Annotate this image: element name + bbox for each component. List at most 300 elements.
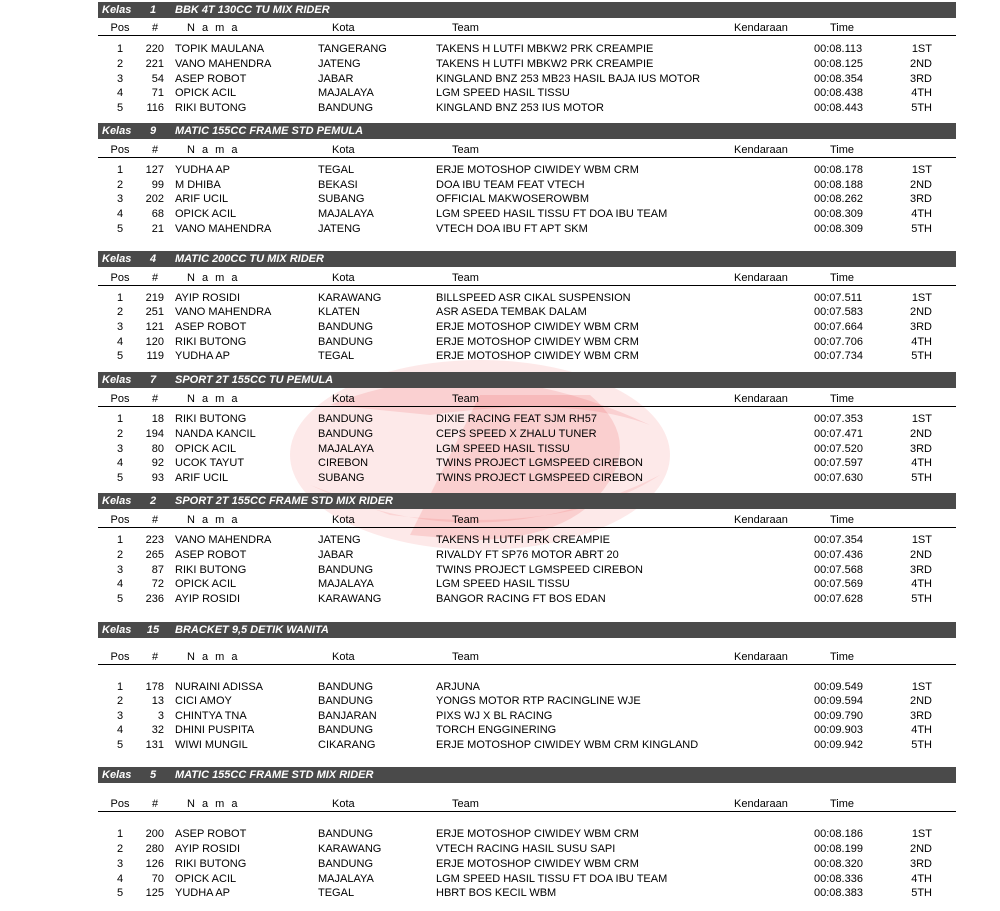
column-header-row: [98, 513, 956, 528]
cell-team: ERJE MOTOSHOP CIWIDEY WBM CRM: [436, 828, 639, 840]
cell-time: 00:08.320: [814, 858, 863, 870]
cell-pos: 3: [116, 193, 124, 205]
cell-pos: 2: [116, 306, 124, 318]
cell-num: 13: [151, 695, 164, 707]
kelas-number: 4: [149, 253, 157, 265]
cell-pos: 1: [116, 292, 124, 304]
kelas-title: MATIC 155CC FRAME STD MIX RIDER: [175, 769, 374, 781]
kelas-section: [98, 251, 956, 365]
header-name: N a m a: [187, 393, 240, 405]
cell-time: 00:07.734: [814, 350, 863, 362]
cell-rank: 2ND: [909, 549, 932, 561]
kelas-section: [98, 493, 956, 608]
cell-time: 00:09.790: [814, 710, 863, 722]
kelas-header-bar: [98, 251, 956, 267]
cell-time: 00:08.262: [814, 193, 863, 205]
cell-num: 202: [145, 193, 164, 205]
result-row: [98, 694, 956, 708]
cell-kota: SUBANG: [318, 472, 365, 484]
cell-rank: 5TH: [911, 887, 932, 899]
kelas-header-bar: [98, 622, 956, 638]
header-kota: Kota: [332, 22, 355, 34]
cell-time: 00:08.113: [814, 43, 863, 55]
kelas-label: Kelas: [102, 374, 132, 386]
cell-rank: 2ND: [909, 306, 932, 318]
cell-team: RIVALDY FT SP76 MOTOR ABRT 20: [436, 549, 619, 561]
cell-team: ERJE MOTOSHOP CIWIDEY WBM CRM KINGLAND: [436, 739, 699, 751]
cell-time: 00:08.383: [814, 887, 863, 899]
kelas-section: [98, 123, 956, 238]
kelas-header-bar: [98, 493, 956, 509]
cell-kota: MAJALAYA: [318, 578, 374, 590]
result-row: [98, 42, 956, 56]
cell-rank: 5TH: [911, 102, 932, 114]
cell-kota: TEGAL: [318, 164, 355, 176]
cell-time: 00:07.597: [814, 457, 863, 469]
cell-num: 71: [151, 87, 164, 99]
cell-time: 00:07.471: [814, 428, 863, 440]
cell-pos: 3: [116, 858, 124, 870]
cell-team: ERJE MOTOSHOP CIWIDEY WBM CRM: [436, 164, 639, 176]
cell-kota: BANDUNG: [318, 681, 374, 693]
cell-kota: BANDUNG: [318, 428, 374, 440]
cell-team: ASR ASEDA TEMBAK DALAM: [436, 306, 587, 318]
cell-team: TWINS PROJECT LGMSPEED CIREBON: [436, 457, 643, 469]
cell-team: TWINS PROJECT LGMSPEED CIREBON: [436, 564, 643, 576]
kelas-header-bar: [98, 372, 956, 388]
cell-num: 125: [145, 887, 164, 899]
cell-time: 00:08.309: [814, 208, 863, 220]
result-row: [98, 563, 956, 577]
cell-time: 00:07.511: [814, 292, 863, 304]
cell-kota: BANDUNG: [318, 695, 374, 707]
cell-kota: KARAWANG: [318, 593, 382, 605]
cell-team: LGM SPEED HASIL TISSU: [436, 443, 570, 455]
cell-num: 236: [145, 593, 164, 605]
kelas-number: 7: [149, 374, 157, 386]
result-row: [98, 680, 956, 694]
cell-kota: JABAR: [318, 73, 354, 85]
kelas-header-bar: [98, 2, 956, 18]
cell-kota: BANDUNG: [318, 413, 374, 425]
result-row: [98, 842, 956, 856]
result-row: [98, 723, 956, 737]
cell-num: 127: [145, 164, 164, 176]
cell-rank: 4TH: [911, 873, 932, 885]
cell-num: 68: [151, 208, 164, 220]
cell-pos: 4: [116, 336, 124, 348]
result-row: [98, 857, 956, 871]
header-kendaraan: Kendaraan: [734, 144, 788, 156]
kelas-header-bar: [98, 767, 956, 783]
cell-name: RIKI BUTONG: [175, 413, 247, 425]
cell-kota: BANDUNG: [318, 724, 374, 736]
kelas-section: [98, 372, 956, 487]
cell-rank: 1ST: [911, 292, 932, 304]
cell-name: ASEP ROBOT: [175, 73, 247, 85]
cell-name: AYIP ROSIDI: [175, 292, 241, 304]
cell-team: VTECH RACING HASIL SUSU SAPI: [436, 843, 616, 855]
cell-team: LGM SPEED HASIL TISSU FT DOA IBU TEAM: [436, 873, 668, 885]
result-row: [98, 222, 956, 236]
cell-team: ERJE MOTOSHOP CIWIDEY WBM CRM: [436, 350, 639, 362]
kelas-number: 15: [146, 624, 160, 636]
cell-rank: 3RD: [909, 564, 932, 576]
cell-rank: 2ND: [909, 179, 932, 191]
cell-pos: 1: [116, 681, 124, 693]
cell-pos: 3: [116, 443, 124, 455]
header-kendaraan: Kendaraan: [734, 272, 788, 284]
header-team: Team: [452, 514, 479, 526]
cell-time: 00:08.199: [814, 843, 863, 855]
cell-rank: 1ST: [911, 534, 932, 546]
cell-kota: TEGAL: [318, 887, 355, 899]
cell-name: VANO MAHENDRA: [175, 58, 272, 70]
cell-team: TAKENS H LUTFI MBKW2 PRK CREAMPIE: [436, 43, 654, 55]
kelas-section: [98, 2, 956, 117]
cell-pos: 2: [116, 179, 124, 191]
result-row: [98, 163, 956, 177]
result-row: [98, 872, 956, 886]
header-time: Time: [830, 393, 855, 405]
cell-name: RIKI BUTONG: [175, 102, 247, 114]
cell-num: 119: [146, 350, 164, 362]
cell-kota: BANJARAN: [318, 710, 377, 722]
cell-name: OPICK ACIL: [175, 873, 237, 885]
header-team: Team: [452, 22, 479, 34]
cell-num: 223: [145, 534, 164, 546]
kelas-title: MATIC 200CC TU MIX RIDER: [175, 253, 324, 265]
header-kota: Kota: [332, 798, 355, 810]
cell-time: 00:08.336: [814, 873, 863, 885]
header-team: Team: [452, 651, 479, 663]
cell-kota: MAJALAYA: [318, 873, 374, 885]
result-row: [98, 548, 956, 562]
cell-time: 00:08.186: [814, 828, 863, 840]
cell-num: 93: [151, 472, 164, 484]
cell-time: 00:08.309: [814, 223, 863, 235]
cell-team: VTECH DOA IBU FT APT SKM: [436, 223, 588, 235]
cell-time: 00:09.903: [814, 724, 863, 736]
cell-rank: 1ST: [911, 43, 932, 55]
header-pos: Pos: [110, 22, 130, 34]
cell-num: 265: [145, 549, 164, 561]
column-header-row: [98, 21, 956, 36]
cell-num: 54: [151, 73, 164, 85]
kelas-title: SPORT 2T 155CC TU PEMULA: [175, 374, 334, 386]
cell-rank: 3RD: [909, 321, 932, 333]
cell-pos: 4: [116, 457, 124, 469]
cell-time: 00:08.443: [814, 102, 863, 114]
header-pos: Pos: [110, 393, 130, 405]
cell-name: VANO MAHENDRA: [175, 534, 272, 546]
cell-team: KINGLAND BNZ 253 IUS MOTOR: [436, 102, 604, 114]
result-row: [98, 192, 956, 206]
cell-team: DOA IBU TEAM FEAT VTECH: [436, 179, 585, 191]
header-pos: Pos: [110, 514, 130, 526]
kelas-title: BBK 4T 130CC TU MIX RIDER: [175, 4, 330, 16]
result-row: [98, 442, 956, 456]
cell-num: 99: [151, 179, 164, 191]
cell-num: 280: [145, 843, 164, 855]
cell-rank: 4TH: [911, 87, 932, 99]
result-row: [98, 101, 956, 115]
cell-pos: 3: [116, 564, 124, 576]
cell-team: PIXS WJ X BL RACING: [436, 710, 553, 722]
cell-num: 21: [151, 223, 164, 235]
kelas-title: BRACKET 9,5 DETIK WANITA: [175, 624, 329, 636]
cell-kota: MAJALAYA: [318, 87, 374, 99]
result-row: [98, 207, 956, 221]
cell-name: ASEP ROBOT: [175, 828, 247, 840]
cell-name: ASEP ROBOT: [175, 549, 247, 561]
result-row: [98, 709, 956, 723]
cell-num: 200: [145, 828, 164, 840]
cell-time: 00:08.178: [814, 164, 863, 176]
header-time: Time: [830, 798, 855, 810]
header-kendaraan: Kendaraan: [734, 22, 788, 34]
cell-time: 00:08.438: [814, 87, 863, 99]
kelas-header-bar: [98, 123, 956, 139]
cell-num: 131: [145, 739, 164, 751]
column-header-row: [98, 143, 956, 158]
header-pos: Pos: [110, 144, 130, 156]
cell-kota: JABAR: [318, 549, 354, 561]
cell-time: 00:07.568: [814, 564, 863, 576]
cell-num: 3: [157, 710, 164, 722]
result-row: [98, 178, 956, 192]
cell-team: TAKENS H LUTFI MBKW2 PRK CREAMPIE: [436, 58, 654, 70]
cell-kota: JATENG: [318, 534, 361, 546]
cell-rank: 2ND: [909, 58, 932, 70]
header-team: Team: [452, 144, 479, 156]
header-time: Time: [830, 651, 855, 663]
cell-name: NURAINI ADISSA: [175, 681, 264, 693]
header-time: Time: [830, 22, 855, 34]
kelas-section: [98, 622, 956, 754]
cell-rank: 4TH: [911, 336, 932, 348]
cell-num: 32: [151, 724, 164, 736]
cell-pos: 5: [116, 223, 124, 235]
cell-team: HBRT BOS KECIL WBM: [436, 887, 557, 899]
cell-rank: 4TH: [911, 578, 932, 590]
result-row: [98, 335, 956, 349]
cell-time: 00:07.628: [814, 593, 863, 605]
header-name: N a m a: [187, 22, 240, 34]
cell-kota: BANDUNG: [318, 828, 374, 840]
cell-kota: CIKARANG: [318, 739, 376, 751]
cell-team: ARJUNA: [436, 681, 481, 693]
cell-num: 221: [145, 58, 164, 70]
cell-rank: 5TH: [911, 593, 932, 605]
cell-name: WIWI MUNGIL: [175, 739, 248, 751]
cell-name: YUDHA AP: [175, 887, 231, 899]
kelas-number: 2: [149, 495, 157, 507]
cell-pos: 4: [116, 578, 124, 590]
result-row: [98, 592, 956, 606]
cell-kota: BANDUNG: [318, 564, 374, 576]
header-time: Time: [830, 514, 855, 526]
cell-pos: 2: [116, 549, 124, 561]
cell-team: ERJE MOTOSHOP CIWIDEY WBM CRM: [436, 336, 639, 348]
header-kendaraan: Kendaraan: [734, 514, 788, 526]
cell-name: M DHIBA: [175, 179, 221, 191]
cell-name: DHINI PUSPITA: [175, 724, 255, 736]
cell-pos: 3: [116, 321, 124, 333]
cell-time: 00:07.664: [814, 321, 863, 333]
cell-name: NANDA KANCIL: [175, 428, 256, 440]
cell-name: OPICK ACIL: [175, 87, 237, 99]
cell-rank: 1ST: [911, 681, 932, 693]
cell-pos: 5: [116, 739, 124, 751]
cell-kota: MAJALAYA: [318, 443, 374, 455]
result-row: [98, 86, 956, 100]
cell-rank: 3RD: [909, 193, 932, 205]
result-row: [98, 72, 956, 86]
cell-time: 00:07.353: [814, 413, 863, 425]
cell-name: TOPIK MAULANA: [175, 43, 265, 55]
cell-pos: 5: [116, 593, 124, 605]
column-header-row: [98, 797, 956, 812]
cell-name: YUDHA AP: [175, 164, 231, 176]
result-row: [98, 305, 956, 319]
header-num: #: [151, 514, 159, 526]
cell-num: 178: [145, 681, 164, 693]
header-kota: Kota: [332, 272, 355, 284]
header-kota: Kota: [332, 393, 355, 405]
result-row: [98, 456, 956, 470]
cell-rank: 3RD: [909, 443, 932, 455]
cell-pos: 5: [116, 887, 124, 899]
cell-team: TORCH ENGGINERING: [436, 724, 557, 736]
kelas-title: MATIC 155CC FRAME STD PEMULA: [175, 125, 364, 137]
cell-pos: 1: [116, 43, 124, 55]
cell-pos: 1: [116, 164, 124, 176]
cell-team: LGM SPEED HASIL TISSU FT DOA IBU TEAM: [436, 208, 668, 220]
cell-time: 00:08.188: [814, 179, 863, 191]
cell-name: OPICK ACIL: [175, 208, 237, 220]
result-row: [98, 738, 956, 752]
header-name: N a m a: [187, 272, 240, 284]
cell-time: 00:08.125: [814, 58, 863, 70]
cell-time: 00:07.520: [814, 443, 863, 455]
cell-kota: TANGERANG: [318, 43, 387, 55]
cell-rank: 4TH: [911, 724, 932, 736]
header-num: #: [151, 798, 159, 810]
cell-time: 00:09.942: [814, 739, 863, 751]
cell-num: 251: [145, 306, 164, 318]
cell-time: 00:09.549: [814, 681, 863, 693]
cell-time: 00:07.354: [814, 534, 863, 546]
cell-kota: TEGAL: [318, 350, 355, 362]
cell-team: OFFICIAL MAKWOSEROWBM: [436, 193, 589, 205]
cell-kota: SUBANG: [318, 193, 365, 205]
cell-team: CEPS SPEED X ZHALU TUNER: [436, 428, 597, 440]
header-kota: Kota: [332, 514, 355, 526]
cell-rank: 4TH: [911, 457, 932, 469]
header-name: N a m a: [187, 514, 240, 526]
cell-num: 116: [146, 102, 164, 114]
cell-rank: 1ST: [911, 164, 932, 176]
cell-name: UCOK TAYUT: [175, 457, 245, 469]
cell-num: 121: [145, 321, 164, 333]
cell-num: 219: [145, 292, 164, 304]
header-num: #: [151, 272, 159, 284]
cell-num: 18: [151, 413, 164, 425]
cell-rank: 4TH: [911, 208, 932, 220]
cell-kota: KARAWANG: [318, 843, 382, 855]
cell-num: 92: [151, 457, 164, 469]
kelas-number: 1: [149, 4, 157, 16]
cell-rank: 5TH: [911, 223, 932, 235]
cell-pos: 4: [116, 873, 124, 885]
cell-team: ERJE MOTOSHOP CIWIDEY WBM CRM: [436, 321, 639, 333]
cell-name: YUDHA AP: [175, 350, 231, 362]
kelas-label: Kelas: [102, 769, 132, 781]
kelas-title: SPORT 2T 155CC FRAME STD MIX RIDER: [175, 495, 393, 507]
kelas-number: 9: [149, 125, 157, 137]
header-kota: Kota: [332, 144, 355, 156]
cell-name: OPICK ACIL: [175, 578, 237, 590]
cell-rank: 2ND: [909, 428, 932, 440]
header-name: N a m a: [187, 651, 240, 663]
cell-kota: CIREBON: [318, 457, 369, 469]
header-kendaraan: Kendaraan: [734, 393, 788, 405]
cell-time: 00:08.354: [814, 73, 863, 85]
cell-num: 220: [145, 43, 164, 55]
cell-name: RIKI BUTONG: [175, 564, 247, 576]
cell-name: VANO MAHENDRA: [175, 223, 272, 235]
cell-team: LGM SPEED HASIL TISSU: [436, 87, 570, 99]
cell-num: 70: [151, 873, 164, 885]
cell-rank: 3RD: [909, 73, 932, 85]
cell-name: AYIP ROSIDI: [175, 843, 241, 855]
result-row: [98, 412, 956, 426]
kelas-label: Kelas: [102, 125, 132, 137]
cell-time: 00:07.706: [814, 336, 863, 348]
cell-pos: 1: [116, 534, 124, 546]
header-name: N a m a: [187, 144, 240, 156]
cell-time: 00:09.594: [814, 695, 863, 707]
header-num: #: [151, 393, 159, 405]
cell-team: BANGOR RACING FT BOS EDAN: [436, 593, 606, 605]
cell-pos: 2: [116, 428, 124, 440]
cell-rank: 2ND: [909, 843, 932, 855]
cell-kota: JATENG: [318, 223, 361, 235]
cell-time: 00:07.583: [814, 306, 863, 318]
cell-name: ARIF UCIL: [175, 472, 229, 484]
column-header-row: [98, 650, 956, 665]
cell-pos: 3: [116, 73, 124, 85]
header-pos: Pos: [110, 272, 130, 284]
column-header-row: [98, 392, 956, 407]
cell-kota: JATENG: [318, 58, 361, 70]
header-team: Team: [452, 393, 479, 405]
cell-name: RIKI BUTONG: [175, 336, 247, 348]
cell-pos: 4: [116, 724, 124, 736]
kelas-label: Kelas: [102, 495, 132, 507]
cell-time: 00:07.436: [814, 549, 863, 561]
column-header-row: [98, 271, 956, 286]
cell-pos: 4: [116, 208, 124, 220]
cell-rank: 2ND: [909, 695, 932, 707]
header-num: #: [151, 22, 159, 34]
cell-name: ASEP ROBOT: [175, 321, 247, 333]
cell-rank: 5TH: [911, 350, 932, 362]
cell-num: 120: [145, 336, 164, 348]
header-kendaraan: Kendaraan: [734, 798, 788, 810]
cell-pos: 2: [116, 695, 124, 707]
